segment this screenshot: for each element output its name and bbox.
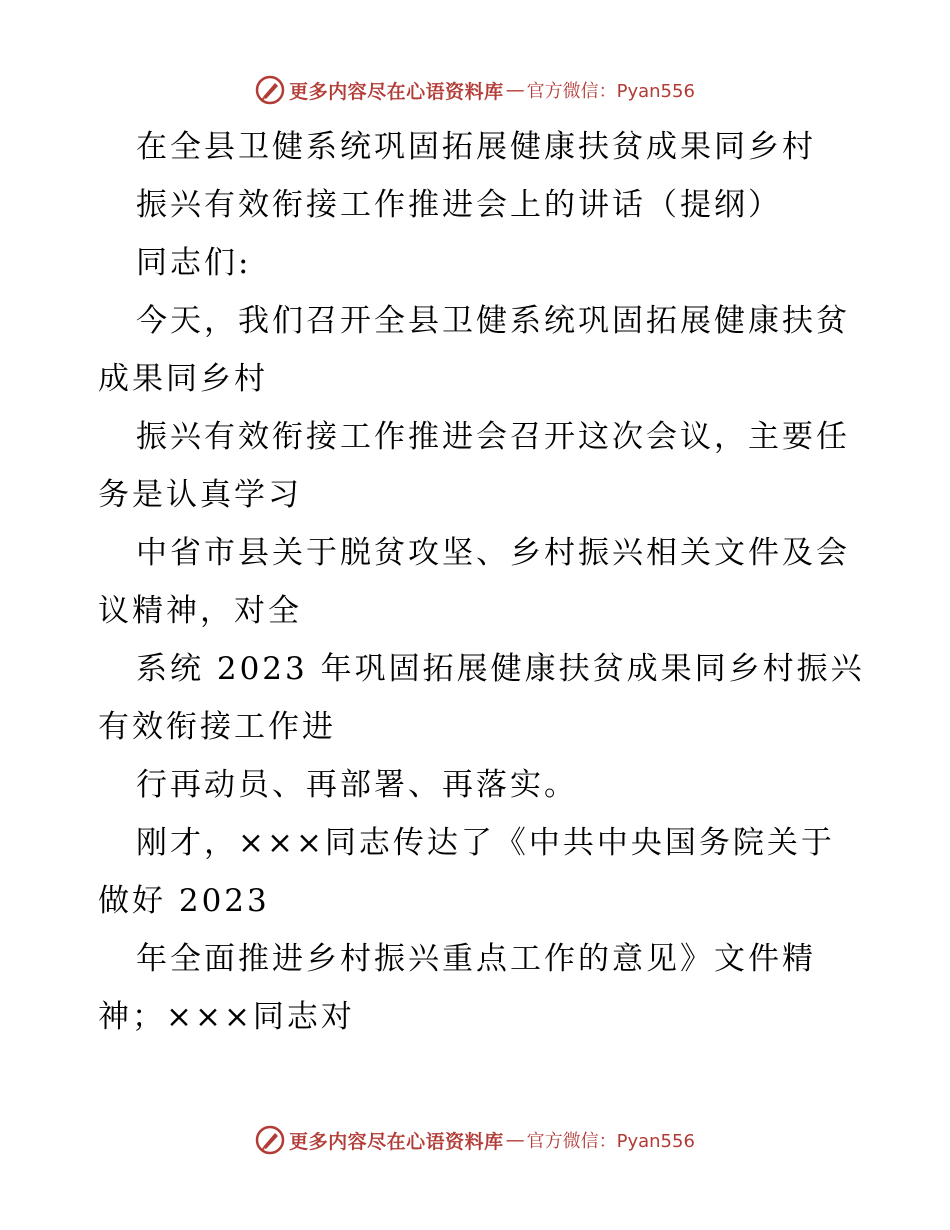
salutation: 同志们: bbox=[136, 245, 252, 281]
text-line: 今天，我们召开全县卫健系统巩固拓展健康扶贫 bbox=[136, 303, 850, 339]
document-body bbox=[98, 118, 865, 1046]
text-line: 系统 2023 年巩固拓展健康扶贫成果同乡村振兴 bbox=[136, 651, 865, 687]
text-line: 中省市县关于脱贫攻坚、乡村振兴相关文件及会 bbox=[136, 535, 850, 571]
text-line: 行再动员、再部署、再落实。 bbox=[136, 767, 578, 803]
pen-logo-icon bbox=[255, 1125, 285, 1155]
text-line: 振兴有效衔接工作推进会召开这次会议，主要任 bbox=[136, 419, 850, 455]
watermark-contact: 官方微信：Pyan556 bbox=[526, 1131, 695, 1152]
text-line: 议精神，对全 bbox=[98, 593, 302, 629]
watermark-dash: — bbox=[505, 1129, 525, 1151]
document-title-line-1: 在全县卫健系统巩固拓展健康扶贫成果同乡村 bbox=[136, 129, 816, 165]
text-line: 刚才，×××同志传达了《中共中央国务院关于 bbox=[136, 825, 835, 861]
text-line: 有效衔接工作进 bbox=[98, 709, 336, 745]
text-line: 成果同乡村 bbox=[98, 361, 268, 397]
footer-watermark bbox=[0, 1120, 950, 1160]
pen-logo-icon bbox=[255, 75, 285, 105]
watermark-dash: — bbox=[505, 79, 525, 101]
text-line: 年全面推进乡村振兴重点工作的意见》文件精 bbox=[136, 941, 816, 977]
text-line: 务是认真学习 bbox=[98, 477, 302, 513]
document-title-line-2: 振兴有效衔接工作推进会上的讲话（提纲） bbox=[136, 187, 782, 223]
text-line: 做好 2023 bbox=[98, 883, 270, 919]
watermark-contact: 官方微信：Pyan556 bbox=[526, 81, 695, 102]
watermark-brand: 更多内容尽在心语资料库 bbox=[289, 80, 504, 103]
text-line: 神；×××同志对 bbox=[98, 999, 355, 1035]
header-watermark bbox=[0, 70, 950, 110]
watermark-brand: 更多内容尽在心语资料库 bbox=[289, 1130, 504, 1153]
